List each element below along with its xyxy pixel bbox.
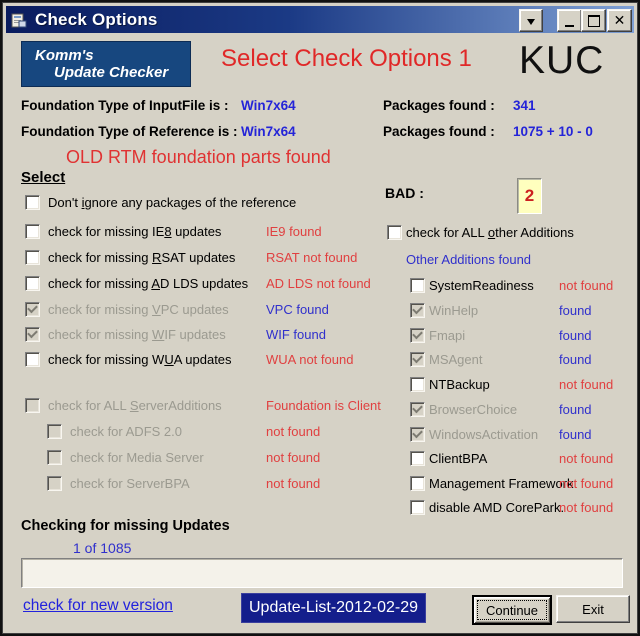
systemreadiness-checkbox[interactable] bbox=[410, 278, 425, 293]
close-button[interactable] bbox=[607, 9, 632, 32]
rsat-status: RSAT not found bbox=[266, 250, 358, 265]
media-server-status: not found bbox=[266, 450, 321, 465]
dialog-window bbox=[2, 2, 638, 634]
reference-type-value: Win7x64 bbox=[241, 124, 296, 139]
ad-lds-status: AD LDS not found bbox=[266, 276, 371, 291]
browserchoice-status: found bbox=[559, 402, 592, 417]
exit-button[interactable]: Exit bbox=[556, 595, 630, 623]
close-icon: ✕ bbox=[613, 12, 626, 29]
inputfile-type-value: Win7x64 bbox=[241, 98, 296, 113]
row-browserchoice bbox=[3, 402, 640, 419]
windowsactivation-label: WindowsActivation bbox=[429, 427, 539, 442]
wif-status: WIF found bbox=[266, 327, 326, 342]
logo-line2: Update Checker bbox=[54, 64, 169, 81]
app-icon bbox=[10, 11, 28, 29]
disable-amd-corepark-status: not found bbox=[559, 500, 614, 515]
title-bar bbox=[6, 6, 634, 33]
management-framework-checkbox[interactable] bbox=[410, 476, 425, 491]
adfs-label: check for ADFS 2.0 bbox=[70, 424, 182, 439]
wif-label: check for missing WIF updates bbox=[48, 327, 226, 342]
clientbpa-checkbox[interactable] bbox=[410, 451, 425, 466]
winhelp-status: found bbox=[559, 303, 592, 318]
server-additions-label: check for ALL ServerAdditions bbox=[48, 398, 222, 413]
bad-label: BAD : bbox=[385, 185, 424, 201]
titlebar-dropdown-button[interactable] bbox=[519, 9, 543, 32]
progress-count: 1 of 1085 bbox=[73, 540, 132, 556]
select-heading: Select bbox=[21, 169, 66, 186]
maximize-icon bbox=[588, 15, 600, 27]
old-rtm-warning: OLD RTM foundation parts found bbox=[66, 147, 331, 167]
all-other-additions-label: check for ALL other Additions bbox=[406, 225, 574, 240]
row-ntbackup bbox=[3, 377, 640, 394]
rsat-checkbox[interactable] bbox=[25, 250, 40, 265]
brand-text: KUC bbox=[519, 39, 605, 82]
ntbackup-label: NTBackup bbox=[429, 377, 490, 392]
ie8-label: check for missing IE8 updates bbox=[48, 224, 222, 239]
fmapi-label: Fmapi bbox=[429, 328, 466, 343]
other-additions-note: Other Additions found bbox=[406, 252, 532, 267]
progress-title: Checking for missing Updates bbox=[21, 518, 230, 534]
reference-packages-label: Packages found : bbox=[383, 124, 495, 139]
check-new-version-link[interactable]: check for new version bbox=[23, 597, 173, 614]
ntbackup-checkbox[interactable] bbox=[410, 377, 425, 392]
fmapi-checkbox bbox=[410, 328, 425, 343]
fmapi-status: found bbox=[559, 328, 592, 343]
minimize-icon bbox=[565, 25, 574, 27]
continue-button[interactable]: Continue bbox=[472, 595, 552, 625]
row-systemreadiness bbox=[3, 278, 640, 295]
all-other-additions-checkbox[interactable] bbox=[387, 225, 402, 240]
bad-count-box: 2 bbox=[517, 178, 542, 214]
app-logo bbox=[21, 41, 191, 87]
row-all-other-additions bbox=[3, 225, 640, 242]
row-fmapi bbox=[3, 328, 640, 345]
update-list-label: Update-List-2012-02-29 bbox=[241, 593, 426, 623]
inputfile-packages-label: Packages found : bbox=[383, 98, 495, 113]
winhelp-checkbox bbox=[410, 303, 425, 318]
management-framework-label: Management Framework bbox=[429, 476, 574, 491]
ie8-status: IE9 found bbox=[266, 224, 322, 239]
reference-type-label: Foundation Type of Reference is : bbox=[21, 124, 238, 139]
progress-bar bbox=[21, 558, 623, 588]
systemreadiness-label: SystemReadiness bbox=[429, 278, 534, 293]
disable-amd-corepark-label: disable AMD CorePark. bbox=[429, 500, 565, 515]
row-clientbpa bbox=[3, 451, 640, 468]
ntbackup-status: not found bbox=[559, 377, 614, 392]
row-winhelp bbox=[3, 303, 640, 320]
page-title: Select Check Options 1 bbox=[221, 45, 472, 72]
server-additions-status: Foundation is Client bbox=[266, 398, 381, 413]
disable-amd-corepark-checkbox[interactable] bbox=[410, 500, 425, 515]
clientbpa-label: ClientBPA bbox=[429, 451, 488, 466]
ad-lds-label: check for missing AD LDS updates bbox=[48, 276, 249, 291]
rsat-label: check for missing RSAT updates bbox=[48, 250, 236, 265]
reference-packages-value: 1075 + 10 - 0 bbox=[513, 124, 593, 139]
serverbpa-status: not found bbox=[266, 476, 321, 491]
windowsactivation-checkbox bbox=[410, 427, 425, 442]
row-management-framework bbox=[3, 476, 640, 493]
row-dont-ignore bbox=[3, 195, 640, 212]
dont-ignore-checkbox[interactable] bbox=[25, 195, 40, 210]
msagent-status: found bbox=[559, 352, 592, 367]
windowsactivation-status: found bbox=[559, 427, 592, 442]
browserchoice-label: BrowserChoice bbox=[429, 402, 518, 417]
window-title: Check Options bbox=[35, 9, 158, 29]
down-arrow-icon bbox=[527, 19, 535, 25]
row-windowsactivation bbox=[3, 427, 640, 444]
row-disable-amd-corepark bbox=[3, 500, 640, 517]
logo-line1: Komm's bbox=[35, 47, 94, 64]
winhelp-label: WinHelp bbox=[429, 303, 479, 318]
msagent-checkbox bbox=[410, 352, 425, 367]
media-server-label: check for Media Server bbox=[70, 450, 204, 465]
row-rsat bbox=[3, 250, 640, 267]
clientbpa-status: not found bbox=[559, 451, 614, 466]
adfs-status: not found bbox=[266, 424, 321, 439]
msagent-label: MSAgent bbox=[429, 352, 483, 367]
vpc-status: VPC found bbox=[266, 302, 329, 317]
maximize-button[interactable] bbox=[581, 9, 606, 32]
row-msagent bbox=[3, 352, 640, 369]
minimize-button[interactable] bbox=[557, 9, 582, 32]
systemreadiness-status: not found bbox=[559, 278, 614, 293]
dont-ignore-label: Don't ignore any packages of the reference bbox=[48, 195, 297, 210]
serverbpa-label: check for ServerBPA bbox=[70, 476, 190, 491]
wua-status: WUA not found bbox=[266, 352, 354, 367]
browserchoice-checkbox bbox=[410, 402, 425, 417]
wua-label: check for missing WUA updates bbox=[48, 352, 232, 367]
inputfile-packages-value: 341 bbox=[513, 98, 536, 113]
inputfile-type-label: Foundation Type of InputFile is : bbox=[21, 98, 229, 113]
management-framework-status: not found bbox=[559, 476, 614, 491]
vpc-label: check for missing VPC updates bbox=[48, 302, 229, 317]
